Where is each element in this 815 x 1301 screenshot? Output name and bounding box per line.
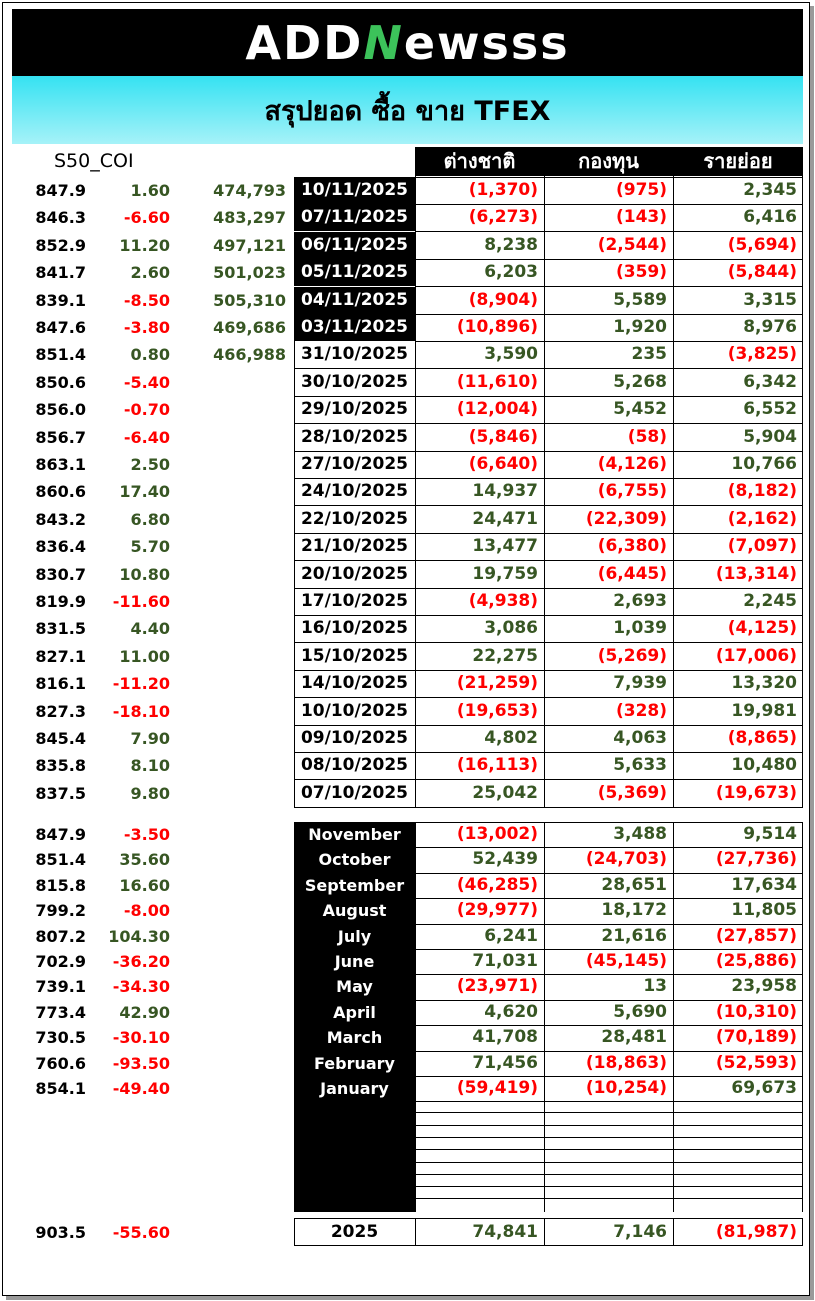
header-retail: รายย่อย bbox=[673, 147, 803, 176]
daily-row-line bbox=[294, 697, 803, 698]
empty-row-line bbox=[415, 1137, 803, 1138]
monthly-col-line bbox=[802, 822, 803, 1212]
index-change: -49.40 bbox=[112, 1079, 170, 1098]
date-cell: 07/11/2025 bbox=[294, 204, 415, 231]
institution-value: (24,703) bbox=[585, 849, 667, 870]
retail-value: 3,315 bbox=[743, 289, 797, 310]
index-change: -6.60 bbox=[123, 208, 170, 228]
open-interest: 474,793 bbox=[213, 181, 286, 200]
institution-value: 3,488 bbox=[613, 824, 667, 844]
retail-value: (4,125) bbox=[727, 618, 797, 639]
daily-col-line bbox=[802, 147, 803, 807]
institution-value: (5,269) bbox=[597, 645, 667, 666]
retail-value: 11,805 bbox=[731, 900, 797, 921]
index-change: 9.80 bbox=[130, 783, 170, 803]
monthly-row-line bbox=[415, 1000, 803, 1001]
index-change: -8.50 bbox=[123, 290, 170, 310]
date-cell: 10/10/2025 bbox=[300, 700, 409, 721]
open-interest: 505,310 bbox=[213, 290, 286, 310]
institution-value: (6,755) bbox=[597, 481, 667, 502]
retail-value: (25,886) bbox=[715, 951, 797, 971]
empty-row-line bbox=[415, 1125, 803, 1126]
empty-row-line bbox=[415, 1198, 803, 1199]
foreign-value: 4,620 bbox=[484, 1001, 538, 1022]
empty-row-line bbox=[415, 1174, 803, 1175]
monthly-row-line bbox=[415, 1051, 803, 1052]
month-label: January bbox=[294, 1076, 415, 1102]
retail-value: (7,097) bbox=[727, 536, 797, 557]
month-label: October bbox=[294, 847, 415, 873]
retail-value: 6,552 bbox=[743, 399, 797, 420]
open-interest: 469,686 bbox=[213, 318, 286, 337]
total-foreign: 74,841 bbox=[472, 1222, 538, 1242]
set50-index: 837.5 bbox=[35, 783, 86, 803]
index-change: -0.70 bbox=[123, 400, 170, 420]
foreign-value: (11,610) bbox=[456, 371, 538, 392]
logo-part-add: ADD bbox=[245, 15, 364, 70]
set50-index: 847.6 bbox=[35, 318, 86, 337]
institution-value: (58) bbox=[627, 426, 667, 447]
set50-index: 852.9 bbox=[35, 235, 86, 255]
s50-coi-label: S50_COI bbox=[54, 150, 134, 172]
set50-index: 827.3 bbox=[35, 701, 86, 721]
retail-value: 9,514 bbox=[743, 824, 797, 844]
daily-row-line bbox=[294, 396, 803, 397]
set50-index: 816.1 bbox=[35, 674, 86, 694]
logo-part-ewsss: ewsss bbox=[403, 15, 570, 70]
daily-row-line bbox=[294, 752, 803, 753]
index-change: 16.60 bbox=[119, 875, 170, 895]
retail-value: (17,006) bbox=[715, 645, 797, 666]
index-change: 2.60 bbox=[130, 263, 170, 283]
set50-index: 856.7 bbox=[35, 427, 86, 447]
index-change: -11.20 bbox=[112, 674, 170, 694]
daily-row-line bbox=[294, 588, 803, 589]
month-label: August bbox=[294, 898, 415, 924]
index-change: 11.20 bbox=[119, 235, 170, 255]
monthly-row-line bbox=[415, 898, 803, 899]
foreign-value: 52,439 bbox=[472, 849, 538, 870]
set50-index: 856.0 bbox=[35, 400, 86, 420]
institution-value: (4,126) bbox=[597, 454, 667, 474]
date-cell: 14/10/2025 bbox=[300, 673, 409, 694]
retail-value: 19,981 bbox=[731, 700, 797, 721]
foreign-value: 13,477 bbox=[472, 536, 538, 557]
month-label: June bbox=[294, 949, 415, 975]
monthly-row-line bbox=[415, 974, 803, 975]
index-change: 10.80 bbox=[119, 564, 170, 584]
retail-value: 69,673 bbox=[731, 1078, 797, 1098]
daily-row-line bbox=[294, 642, 803, 643]
index-change: -30.10 bbox=[112, 1028, 170, 1048]
daily-row-line bbox=[415, 314, 803, 315]
date-cell: 16/10/2025 bbox=[300, 618, 409, 639]
index-change: 0.80 bbox=[130, 345, 170, 365]
daily-col-line bbox=[673, 147, 674, 807]
set50-index: 841.7 bbox=[35, 263, 86, 283]
set50-index: 827.1 bbox=[35, 646, 86, 666]
logo-part-n: N bbox=[363, 15, 404, 70]
retail-value: (8,865) bbox=[727, 728, 797, 748]
index-change: 6.80 bbox=[130, 509, 170, 529]
foreign-value: (6,640) bbox=[468, 454, 538, 474]
institution-value: (10,254) bbox=[585, 1078, 667, 1098]
retail-value: (5,694) bbox=[727, 234, 797, 255]
date-cell: 31/10/2025 bbox=[300, 344, 409, 365]
institution-value: 5,690 bbox=[613, 1001, 667, 1022]
foreign-value: (29,977) bbox=[456, 900, 538, 921]
total-retail: (81,987) bbox=[715, 1222, 797, 1242]
date-cell: 15/10/2025 bbox=[300, 645, 409, 666]
open-interest: 501,023 bbox=[213, 263, 286, 283]
open-interest: 483,297 bbox=[213, 208, 286, 228]
institution-value: (6,445) bbox=[597, 563, 667, 584]
total-index: 903.5 bbox=[35, 1223, 86, 1242]
page-title: สรุปยอด ซื้อ ขาย TFEX bbox=[264, 95, 551, 127]
open-interest: 497,121 bbox=[213, 235, 286, 255]
institution-value: 1,039 bbox=[613, 618, 667, 639]
date-cell: 17/10/2025 bbox=[300, 591, 409, 611]
institution-value: 2,693 bbox=[613, 591, 667, 611]
index-change: 42.90 bbox=[119, 1002, 170, 1022]
daily-row-line bbox=[294, 560, 803, 561]
foreign-value: 19,759 bbox=[472, 563, 538, 584]
empty-row-line bbox=[415, 1186, 803, 1187]
institution-value: 5,633 bbox=[613, 755, 667, 776]
foreign-value: 6,203 bbox=[484, 262, 538, 283]
date-cell: 09/10/2025 bbox=[300, 728, 409, 748]
daily-col-line bbox=[544, 147, 545, 807]
month-column-fill bbox=[294, 1101, 415, 1212]
institution-value: 18,172 bbox=[601, 900, 667, 921]
set50-index: 830.7 bbox=[35, 564, 86, 584]
institution-value: (328) bbox=[615, 700, 667, 721]
retail-value: 10,480 bbox=[731, 755, 797, 776]
retail-value: (27,857) bbox=[715, 925, 797, 946]
set50-index: 799.2 bbox=[35, 901, 86, 921]
set50-index: 851.4 bbox=[35, 850, 86, 870]
total-col-line bbox=[415, 1218, 416, 1246]
daily-row-line bbox=[415, 259, 803, 260]
foreign-value: (10,896) bbox=[456, 317, 538, 337]
total-institution: 7,146 bbox=[613, 1222, 667, 1242]
foreign-value: (12,004) bbox=[456, 399, 538, 420]
index-change: -3.50 bbox=[123, 825, 170, 844]
index-change: 11.00 bbox=[119, 646, 170, 666]
daily-row-line bbox=[415, 286, 803, 287]
foreign-value: (59,419) bbox=[456, 1078, 538, 1098]
set50-index: 845.4 bbox=[35, 729, 86, 748]
retail-value: 17,634 bbox=[731, 874, 797, 895]
institution-value: 1,920 bbox=[613, 317, 667, 337]
retail-value: (13,314) bbox=[715, 563, 797, 584]
foreign-value: (13,002) bbox=[456, 824, 538, 844]
month-label: November bbox=[294, 822, 415, 848]
institution-value: 28,651 bbox=[601, 874, 667, 895]
monthly-row-line bbox=[415, 949, 803, 950]
index-change: 1.60 bbox=[130, 181, 170, 200]
retail-value: (5,844) bbox=[727, 262, 797, 283]
open-interest: 466,988 bbox=[213, 345, 286, 365]
institution-value: (2,544) bbox=[597, 234, 667, 255]
retail-value: 2,345 bbox=[743, 180, 797, 200]
daily-row-line bbox=[294, 505, 803, 506]
date-cell: 04/11/2025 bbox=[294, 287, 415, 314]
month-label: April bbox=[294, 1000, 415, 1026]
set50-index: 839.1 bbox=[35, 290, 86, 310]
date-cell: 03/11/2025 bbox=[294, 314, 415, 341]
institution-value: 5,589 bbox=[613, 289, 667, 310]
month-label: September bbox=[294, 873, 415, 899]
set50-index: 739.1 bbox=[35, 977, 86, 997]
set50-index: 760.6 bbox=[35, 1053, 86, 1073]
total-col-line bbox=[673, 1218, 674, 1246]
set50-index: 860.6 bbox=[35, 482, 86, 502]
foreign-value: 14,937 bbox=[472, 481, 538, 502]
foreign-value: 3,086 bbox=[484, 618, 538, 639]
foreign-value: (5,846) bbox=[468, 426, 538, 447]
index-change: 4.40 bbox=[130, 619, 170, 639]
foreign-value: 8,238 bbox=[484, 234, 538, 255]
foreign-value: 6,241 bbox=[484, 925, 538, 946]
retail-value: (8,182) bbox=[727, 481, 797, 502]
daily-row-line bbox=[294, 451, 803, 452]
institution-value: (5,369) bbox=[597, 782, 667, 803]
retail-value: (70,189) bbox=[715, 1027, 797, 1048]
month-label: March bbox=[294, 1025, 415, 1051]
set50-index: 773.4 bbox=[35, 1002, 86, 1022]
foreign-value: (23,971) bbox=[456, 976, 538, 997]
monthly-row-line bbox=[415, 1076, 803, 1077]
index-change: -5.40 bbox=[123, 372, 170, 392]
date-cell: 07/10/2025 bbox=[300, 782, 409, 803]
month-label: July bbox=[294, 924, 415, 950]
monthly-row-line bbox=[415, 822, 803, 823]
date-cell: 10/11/2025 bbox=[294, 177, 415, 204]
retail-value: 23,958 bbox=[731, 976, 797, 997]
set50-index: 847.9 bbox=[35, 825, 86, 844]
monthly-row-line bbox=[415, 1101, 803, 1102]
institution-value: 4,063 bbox=[613, 728, 667, 748]
daily-row-line bbox=[415, 341, 803, 342]
index-change: -11.60 bbox=[112, 592, 170, 611]
foreign-value: 22,275 bbox=[472, 645, 538, 666]
index-change: -18.10 bbox=[112, 701, 170, 721]
date-cell: 08/10/2025 bbox=[300, 755, 409, 776]
monthly-row-line bbox=[415, 924, 803, 925]
retail-value: (10,310) bbox=[715, 1001, 797, 1022]
index-change: 104.30 bbox=[108, 926, 170, 946]
foreign-value: (46,285) bbox=[456, 874, 538, 895]
institution-value: 5,452 bbox=[613, 399, 667, 420]
institution-value: (143) bbox=[615, 207, 667, 228]
date-cell: 20/10/2025 bbox=[300, 563, 409, 584]
empty-row-line bbox=[415, 1162, 803, 1163]
set50-index: 815.8 bbox=[35, 875, 86, 895]
total-col-line bbox=[802, 1218, 803, 1246]
monthly-row-line bbox=[415, 1025, 803, 1026]
index-change: 35.60 bbox=[119, 850, 170, 870]
total-year: 2025 bbox=[330, 1222, 379, 1242]
daily-row-line bbox=[294, 670, 803, 671]
index-change: -3.80 bbox=[123, 318, 170, 337]
institution-value: (6,380) bbox=[597, 536, 667, 557]
set50-index: 843.2 bbox=[35, 509, 86, 529]
institution-value: (22,309) bbox=[585, 508, 667, 529]
institution-value: (18,863) bbox=[585, 1052, 667, 1073]
addnewsss-logo bbox=[12, 9, 803, 76]
foreign-value: (4,938) bbox=[468, 591, 538, 611]
institution-value: (359) bbox=[615, 262, 667, 283]
set50-index: 730.5 bbox=[35, 1028, 86, 1048]
index-change: 5.70 bbox=[130, 537, 170, 557]
institution-value: 235 bbox=[631, 344, 667, 365]
index-change: -8.00 bbox=[123, 901, 170, 921]
empty-row-line bbox=[415, 1112, 803, 1113]
date-cell: 21/10/2025 bbox=[300, 536, 409, 557]
total-top-line bbox=[294, 1218, 803, 1219]
index-change: -6.40 bbox=[123, 427, 170, 447]
set50-index: 835.8 bbox=[35, 756, 86, 776]
set50-index: 831.5 bbox=[35, 619, 86, 639]
daily-col-line bbox=[294, 341, 295, 807]
foreign-value: 4,802 bbox=[484, 728, 538, 748]
foreign-value: 25,042 bbox=[472, 782, 538, 803]
frame-shadow-right bbox=[810, 6, 814, 1299]
total-col-line bbox=[294, 1218, 295, 1246]
set50-index: 863.1 bbox=[35, 455, 86, 474]
index-change: -36.20 bbox=[112, 952, 170, 971]
index-change: -34.30 bbox=[112, 977, 170, 997]
foreign-value: (8,904) bbox=[468, 289, 538, 310]
set50-index: 854.1 bbox=[35, 1079, 86, 1098]
institution-value: 13 bbox=[643, 976, 667, 997]
foreign-value: 71,456 bbox=[472, 1052, 538, 1073]
retail-value: 6,342 bbox=[743, 371, 797, 392]
daily-row-line bbox=[415, 177, 803, 178]
index-change: -93.50 bbox=[112, 1053, 170, 1073]
total-bottom-line bbox=[294, 1245, 803, 1246]
date-cell: 30/10/2025 bbox=[300, 371, 409, 392]
retail-value: 2,245 bbox=[743, 591, 797, 611]
retail-value: 6,416 bbox=[743, 207, 797, 228]
institution-value: 28,481 bbox=[601, 1027, 667, 1048]
set50-index: 850.6 bbox=[35, 372, 86, 392]
institution-value: (975) bbox=[615, 180, 667, 200]
header-institution: กองทุน bbox=[544, 147, 673, 176]
set50-index: 847.9 bbox=[35, 181, 86, 200]
total-change: -55.60 bbox=[112, 1223, 170, 1242]
set50-index: 836.4 bbox=[35, 537, 86, 557]
daily-row-line bbox=[294, 615, 803, 616]
monthly-row-line bbox=[415, 873, 803, 874]
header-foreign: ต่างชาติ bbox=[415, 147, 544, 176]
retail-value: (3,825) bbox=[727, 344, 797, 365]
daily-row-line bbox=[294, 725, 803, 726]
date-cell: 22/10/2025 bbox=[300, 508, 409, 529]
foreign-value: (16,113) bbox=[456, 755, 538, 776]
frame-shadow-bottom bbox=[6, 1296, 814, 1300]
retail-value: (27,736) bbox=[715, 849, 797, 870]
date-cell: 05/11/2025 bbox=[294, 259, 415, 286]
daily-row-line bbox=[294, 423, 803, 424]
set50-index: 851.4 bbox=[35, 345, 86, 365]
daily-row-line bbox=[415, 231, 803, 232]
monthly-col-line bbox=[673, 822, 674, 1212]
foreign-value: (21,259) bbox=[456, 673, 538, 694]
foreign-value: 71,031 bbox=[472, 951, 538, 971]
month-label: February bbox=[294, 1051, 415, 1077]
logo-banner bbox=[12, 9, 803, 76]
set50-index: 807.2 bbox=[35, 926, 86, 946]
index-change: 8.10 bbox=[130, 756, 170, 776]
institution-value: 7,939 bbox=[613, 673, 667, 694]
monthly-row-line bbox=[415, 847, 803, 848]
daily-row-line bbox=[294, 533, 803, 534]
title-banner bbox=[12, 76, 803, 144]
index-change: 17.40 bbox=[119, 482, 170, 502]
foreign-value: (6,273) bbox=[468, 207, 538, 228]
date-cell: 28/10/2025 bbox=[300, 426, 409, 447]
month-label: May bbox=[294, 974, 415, 1000]
monthly-col-line bbox=[415, 822, 416, 1212]
daily-row-line bbox=[294, 368, 803, 369]
index-change: 7.90 bbox=[130, 729, 170, 748]
retail-value: 5,904 bbox=[743, 426, 797, 447]
institution-value: (45,145) bbox=[585, 951, 667, 971]
institution-value: 21,616 bbox=[601, 925, 667, 946]
index-change: 2.50 bbox=[130, 455, 170, 474]
date-cell: 24/10/2025 bbox=[300, 481, 409, 502]
foreign-value: 24,471 bbox=[472, 508, 538, 529]
daily-col-line bbox=[415, 147, 416, 807]
date-cell: 06/11/2025 bbox=[294, 232, 415, 259]
retail-value: 13,320 bbox=[731, 673, 797, 694]
retail-value: (52,593) bbox=[715, 1052, 797, 1073]
daily-row-line bbox=[294, 478, 803, 479]
institution-value: 5,268 bbox=[613, 371, 667, 392]
foreign-value: (19,653) bbox=[456, 700, 538, 721]
retail-value: 8,976 bbox=[743, 317, 797, 337]
retail-value: 10,766 bbox=[731, 454, 797, 474]
retail-value: (2,162) bbox=[727, 508, 797, 529]
daily-row-line bbox=[415, 204, 803, 205]
foreign-value: 3,590 bbox=[484, 344, 538, 365]
set50-index: 819.9 bbox=[35, 592, 86, 611]
monthly-col-line bbox=[544, 822, 545, 1212]
total-col-line bbox=[544, 1218, 545, 1246]
retail-value: (19,673) bbox=[715, 782, 797, 803]
date-cell: 29/10/2025 bbox=[300, 399, 409, 420]
date-cell: 27/10/2025 bbox=[300, 454, 409, 474]
set50-index: 846.3 bbox=[35, 208, 86, 228]
daily-row-line bbox=[294, 779, 803, 780]
daily-row-line bbox=[294, 807, 803, 808]
empty-row-line bbox=[415, 1149, 803, 1150]
foreign-value: 41,708 bbox=[472, 1027, 538, 1048]
foreign-value: (1,370) bbox=[468, 180, 538, 200]
set50-index: 702.9 bbox=[35, 952, 86, 971]
